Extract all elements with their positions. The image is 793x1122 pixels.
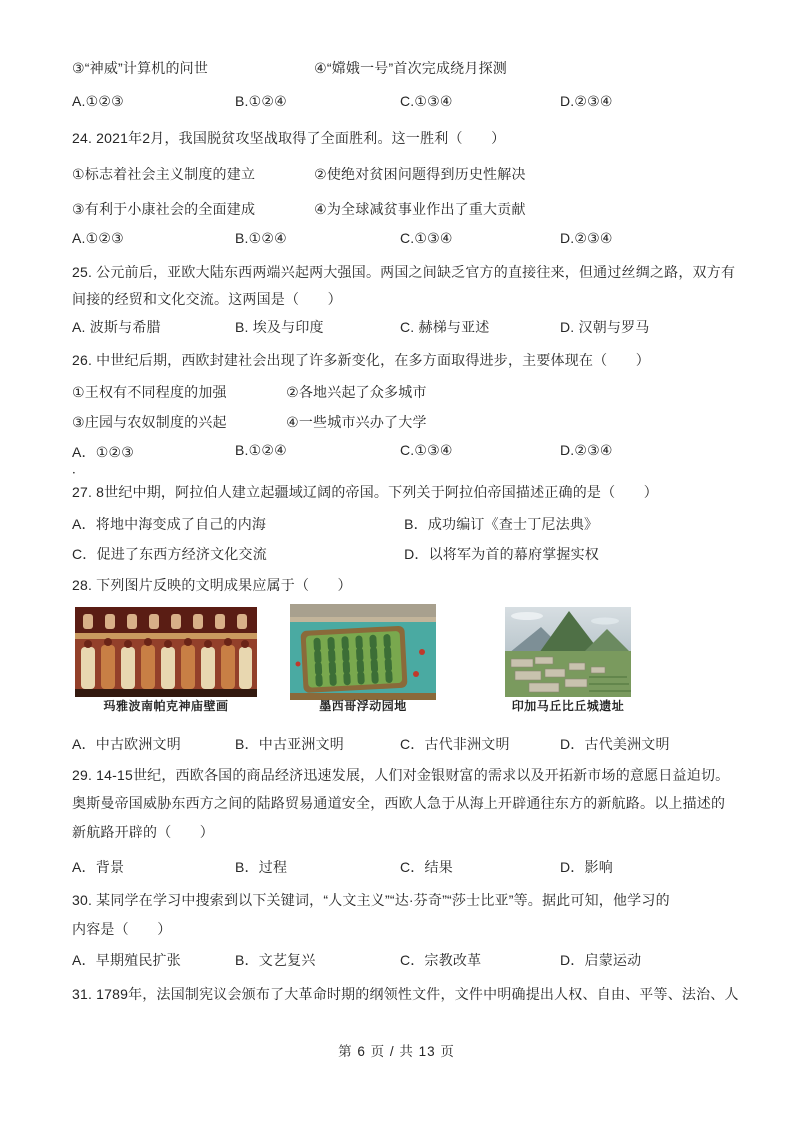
question-item: ④一些城市兴办了大学 — [286, 414, 427, 430]
answer-option-b: B.①②④ — [235, 230, 287, 246]
question-26-stem: 26. 中世纪后期，西欧封建社会出现了许多新变化，在多方面取得进步，主要体现在（ ） — [72, 352, 650, 368]
question-item: ①标志着社会主义制度的建立 — [72, 166, 256, 182]
answer-option-a: A.①②③ — [72, 230, 124, 246]
answer-option-a: A．中古欧洲文明 — [72, 736, 181, 752]
question-item: ②各地兴起了众多城市 — [286, 384, 427, 400]
question-28-stem: 28. 下列图片反映的文明成果应属于（ ） — [72, 577, 352, 593]
answer-option-a: A.①②③ — [72, 93, 124, 109]
question-24-stem: 24. 2021年2月，我国脱贫攻坚战取得了全面胜利。这一胜利（ ） — [72, 130, 506, 146]
question-item: ①王权有不同程度的加强 — [72, 384, 227, 400]
question-item: ③有利于小康社会的全面建成 — [72, 201, 256, 217]
answer-option-c: C. 赫梯与亚述 — [400, 319, 490, 335]
answer-option-d: D.②③④ — [560, 230, 613, 246]
answer-option-d: D．启蒙运动 — [560, 952, 642, 968]
answer-option-d: D．影响 — [560, 859, 613, 875]
question-23-options-row — [72, 93, 732, 110]
answer-option-c: C．古代非洲文明 — [400, 736, 510, 752]
stray-dot: ． — [72, 462, 85, 476]
answer-option-c: C.①③④ — [400, 93, 453, 109]
floating-gardens-image — [290, 604, 436, 700]
answer-option-b: B．文艺复兴 — [235, 952, 316, 968]
answer-option-a: A．①②③ — [72, 444, 134, 460]
answer-option-a: A．早期殖民扩张 — [72, 952, 181, 968]
answer-option-a: A．背景 — [72, 859, 125, 875]
answer-option-d: D．以将军为首的幕府掌握实权 — [404, 546, 600, 562]
question-28-options-row — [72, 734, 732, 754]
question-23-items-row — [72, 58, 732, 78]
image-caption-machu-picchu: 印加马丘比丘城遗址 — [511, 699, 625, 713]
question-item: ④为全球减贫事业作出了重大贡献 — [314, 201, 526, 217]
question-29-stem-line-2: 奥斯曼帝国威胁东西方之间的陆路贸易通道安全，西欧人急于从海上开辟通往东方的新航路。以上描述的 — [72, 795, 726, 811]
question-30-stem-line-2: 内容是（ ） — [72, 921, 172, 937]
machu-picchu-image — [505, 607, 631, 697]
answer-option-b: B．成功编订《查士丁尼法典》 — [404, 516, 599, 532]
question-27-stem: 27. 8世纪中期，阿拉伯人建立起疆域辽阔的帝国。下列关于阿拉伯帝国描述正确的是（ ） — [72, 484, 658, 500]
answer-option-d: D．古代美洲文明 — [560, 736, 670, 752]
answer-option-b: B．中古亚洲文明 — [235, 736, 344, 752]
question-26-options-row — [72, 442, 732, 462]
question-25-stem-line-1: 25. 公元前后，亚欧大陆东西两端兴起两大强国。两国之间缺乏官方的直接往来，但通过丝绸之路，双方有 — [72, 264, 736, 280]
question-26-items-row-1 — [72, 382, 732, 402]
question-25-options-row — [72, 317, 732, 337]
answer-option-c: C.①③④ — [400, 442, 453, 458]
page-footer: 第 6 页 / 共 13 页 — [338, 1044, 455, 1059]
question-29-options-row — [72, 857, 732, 877]
question-item: ③庄园与农奴制度的兴起 — [72, 414, 227, 430]
question-30-options-row — [72, 950, 732, 970]
question-26-items-row-2 — [72, 412, 732, 432]
question-item: ③“神威”计算机的问世 — [72, 60, 209, 76]
question-27-options-row-2 — [72, 544, 732, 564]
answer-option-c: C．宗教改革 — [400, 952, 482, 968]
answer-option-b: B.①②④ — [235, 93, 287, 109]
question-29-stem-line-1: 29. 14-15世纪，西欧各国的商品经济迅速发展，人们对金银财富的需求以及开拓新市场的意愿日益迫切。 — [72, 767, 730, 783]
question-24-options-row — [72, 230, 732, 247]
answer-option-b: B．过程 — [235, 859, 288, 875]
question-31-stem-line-1: 31. 1789年，法国制宪议会颁布了大革命时期的纲领性文件，文件中明确提出人权、自由、平等、法治、人 — [72, 986, 739, 1002]
answer-option-d: D. 汉朝与罗马 — [560, 319, 650, 335]
question-24-items-row-1 — [72, 164, 732, 184]
question-item: ④“嫦娥一号”首次完成绕月探测 — [314, 60, 507, 76]
answer-option-c: C．结果 — [400, 859, 453, 875]
mayan-mural-image — [75, 607, 257, 697]
answer-option-a: A. 波斯与希腊 — [72, 319, 161, 335]
answer-option-c: C.①③④ — [400, 230, 453, 246]
question-30-stem-line-1: 30. 某同学在学习中搜索到以下关键词，“人文主义”“达·芬奇”“莎士比亚”等。据此可知，他学习的 — [72, 892, 670, 908]
image-caption-mayan-mural: 玛雅波南帕克神庙壁画 — [103, 699, 229, 713]
answer-option-b: B.①②④ — [235, 442, 287, 458]
question-24-items-row-2 — [72, 199, 732, 219]
answer-option-c: C．促进了东西方经济文化交流 — [72, 546, 267, 562]
answer-option-d: D.②③④ — [560, 442, 613, 458]
answer-option-d: D.②③④ — [560, 93, 613, 109]
question-27-options-row-1 — [72, 514, 732, 534]
question-25-stem-line-2: 间接的经贸和文化交流。这两国是（ ） — [72, 291, 342, 307]
question-29-stem-line-3: 新航路开辟的（ ） — [72, 824, 214, 840]
image-caption-floating-gardens: 墨西哥浮动园地 — [319, 699, 407, 713]
answer-option-a: A．将地中海变成了自己的内海 — [72, 516, 267, 532]
answer-option-b: B. 埃及与印度 — [235, 319, 324, 335]
question-item: ②使绝对贫困问题得到历史性解决 — [314, 166, 526, 182]
